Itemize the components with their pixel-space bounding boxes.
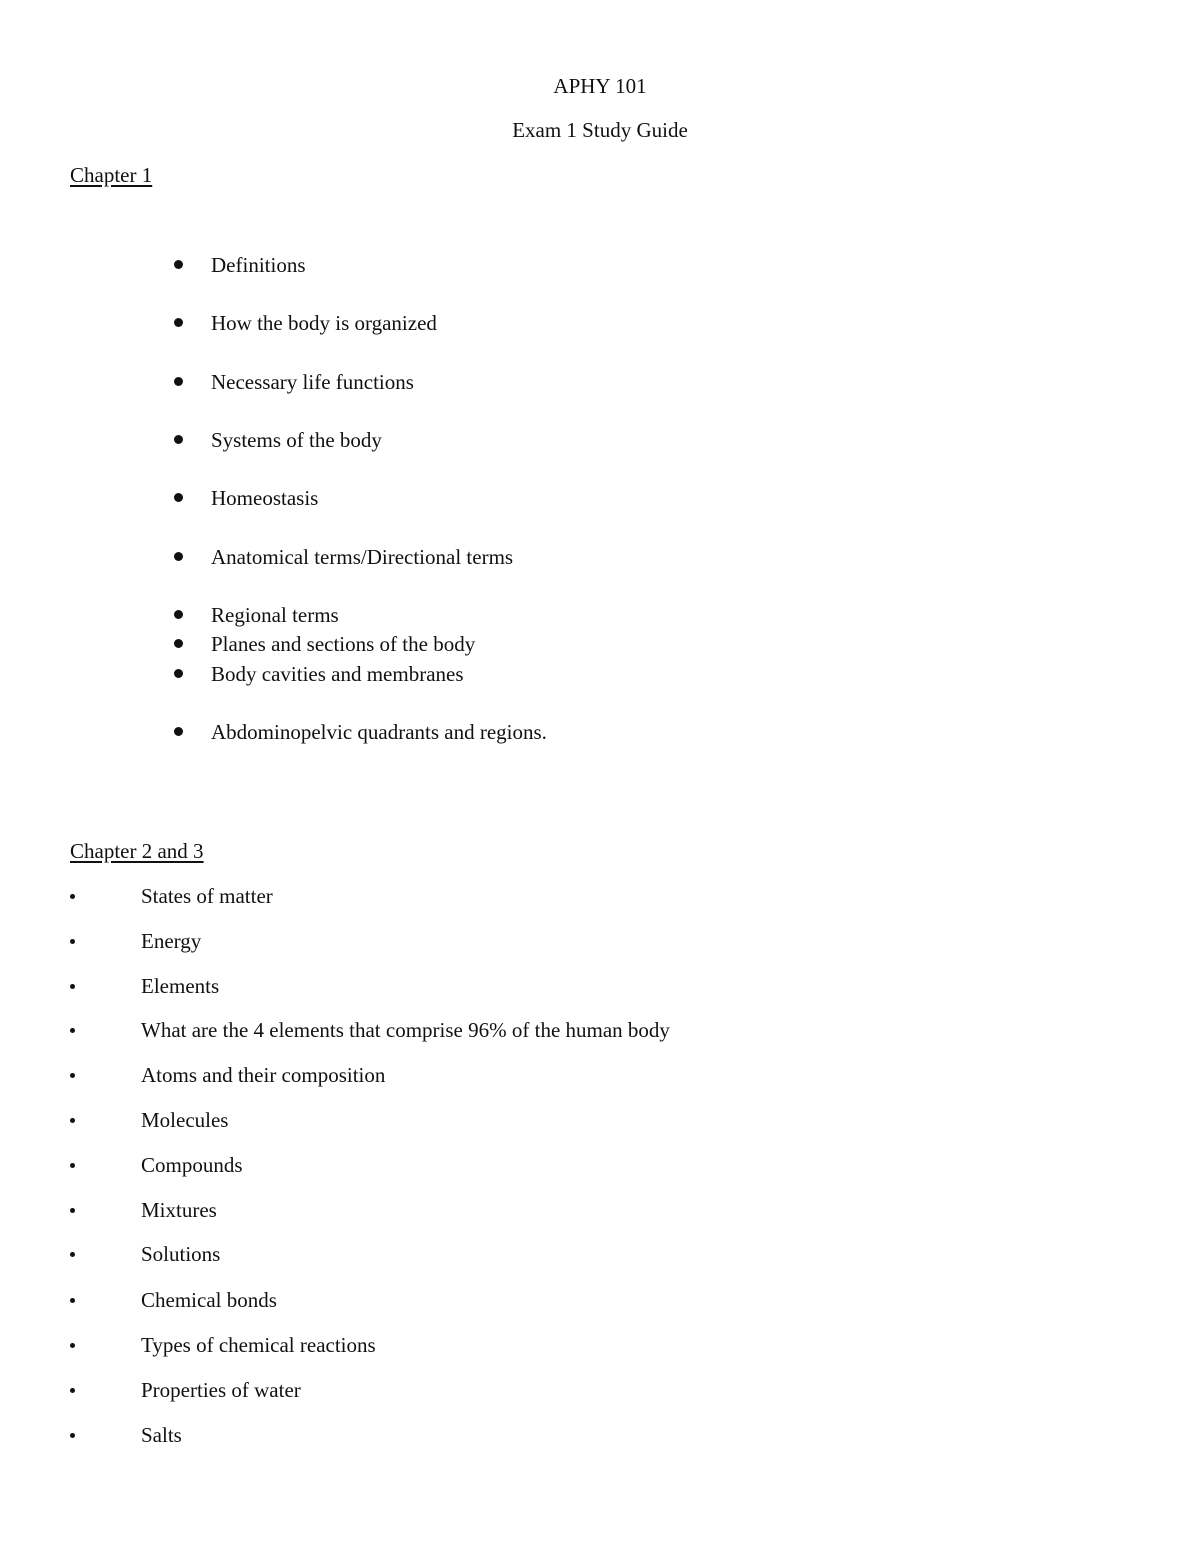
bullet-icon — [174, 610, 183, 619]
bullet-icon — [174, 639, 183, 648]
bullet-icon — [70, 1252, 75, 1257]
bullet-icon — [70, 984, 75, 989]
bullet-icon — [174, 669, 183, 678]
bullet-icon — [70, 1433, 75, 1438]
course-title: APHY 101 — [553, 74, 647, 98]
document-page: APHY 101 Exam 1 Study Guide Chapter 1 Definitions How the body is organized Necessary life functions Systems of the body Homeostasis Anatomical terms/Directional terms Regional terms Planes and sections of the body Body cavities and membranes Abdominopelvic quadrants and regions. Chapter 2 and 3 States of matter Energy Elements What are the 4 elements that comprise 96% of the human body Atoms and their composition Molecules Compounds Mixtures Solutions Chemical bonds Types of chemical reactions Properties of water Salts — [0, 0, 1200, 1553]
bullet-icon — [70, 1343, 75, 1348]
bullet-icon — [174, 377, 183, 386]
bullet-icon — [70, 894, 75, 899]
bullet-icon — [174, 727, 183, 736]
bullet-icon — [174, 493, 183, 502]
bullet-icon — [70, 1208, 75, 1213]
bullet-icon — [70, 1118, 75, 1123]
bullet-icon — [70, 1163, 75, 1168]
bullet-icon — [70, 939, 75, 944]
bullet-icon — [70, 1073, 75, 1078]
bullet-icon — [70, 1388, 75, 1393]
bullet-icon — [174, 260, 183, 269]
bullet-icon — [70, 1028, 75, 1033]
bullet-icon — [174, 435, 183, 444]
bullet-icon — [174, 318, 183, 327]
chapter-2-heading: Chapter 2 and 3 — [70, 839, 204, 863]
chapter-1-heading: Chapter 1 — [70, 163, 153, 187]
document-subtitle: Exam 1 Study Guide — [512, 118, 688, 142]
bullet-icon — [174, 552, 183, 561]
bullet-icon — [70, 1298, 75, 1303]
